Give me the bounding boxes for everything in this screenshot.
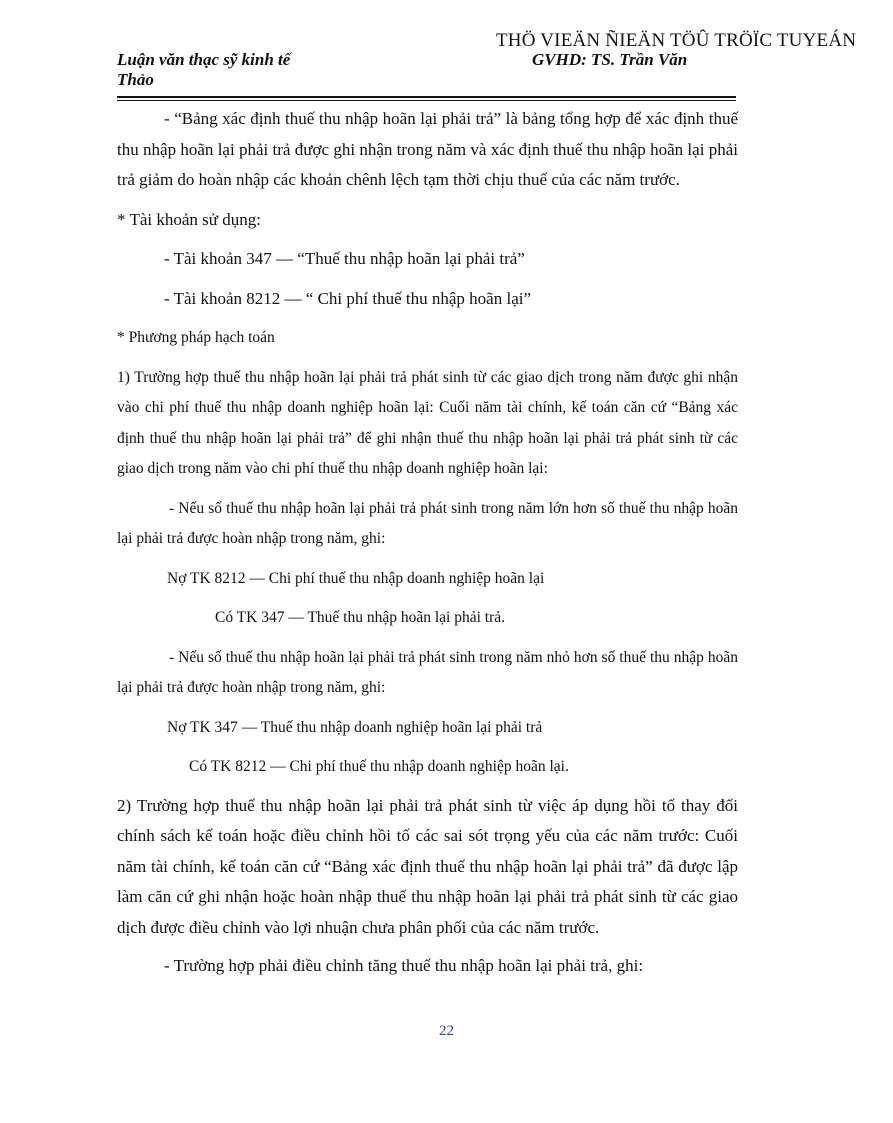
account-347: - Tài khoản 347 — “Thuế thu nhập hoãn lại phải trả” <box>164 249 525 268</box>
page-number: 22 <box>439 1023 454 1039</box>
entry-debit-347: Nợ TK 347 — Thuế thu nhập doanh nghiệp hoãn lại phải trả <box>167 718 543 736</box>
method-heading: * Phương pháp hạch toán <box>117 329 275 346</box>
watermark-text: THÖ VIEÄN ÑIEÄN TÖÛ TRÖÏC TUYEÁN <box>496 30 857 51</box>
entry-debit-8212: Nợ TK 8212 — Chi phí thuế thu nhập doanh nghiệp hoãn lại <box>167 569 545 587</box>
author-name: Thảo <box>117 70 154 89</box>
account-8212: - Tài khoản 8212 — “ Chi phí thuế thu nhập hoãn lại” <box>164 288 532 308</box>
header-rule-thin <box>117 100 736 101</box>
entry-credit-8212: Có TK 8212 — Chi phí thuế thu nhập doanh nghiệp hoãn lại. <box>189 758 569 775</box>
entry-credit-347: Có TK 347 — Thuế thu nhập hoãn lại phải trả. <box>215 609 506 626</box>
case-2a-paragraph: - Trường hợp phải điều chỉnh tăng thuế thu nhập hoãn lại phải trả, ghi: <box>164 956 644 975</box>
case-1b-paragraph: - Nếu số thuế thu nhập hoãn lại phải trả phát sinh trong năm nhỏ hơn số thuế thu nhập hoãn lại phải trả được hoàn nhập trong năm, ghi: <box>117 648 738 696</box>
case-1a-paragraph: - Nếu số thuế thu nhập hoãn lại phải trả phát sinh trong năm lớn hơn số thuế thu nhập hoãn lại phải trả được hoàn nhập trong năm, ghi: <box>117 499 738 547</box>
case-1-paragraph: 1) Trường hợp thuế thu nhập hoãn lại phải trả phát sinh từ các giao dịch trong năm được ghi nhận vào chi phí thuế thu nhập doanh nghiệp hoãn lại: Cuối năm tài chính, kế toán căn cứ “Bảng xác định thuế thu nhập hoãn lại phải trả” để ghi nhận thuế thu nhập hoãn lại phải trả phát sinh từ các giao dịch trong năm vào chi phí thuế thu nhập doanh nghiệp hoãn lại: <box>117 368 738 477</box>
case-2-paragraph: 2) Trường hợp thuế thu nhập hoãn lại phải trả phát sinh từ việc áp dụng hồi tố thay đổi chính sách kế toán hoặc điều chỉnh hồi tố các sai sót trọng yếu của các năm trước: Cuối năm tài chính, kế toán căn cứ “Bảng xác định thuế thu nhập hoãn lại phải trả” đã được lập làm căn cứ ghi nhận hoặc hoàn nhập thuế thu nhập hoãn lại phải trả phát sinh từ các giao dịch được điều chỉnh vào lợi nhuận chưa phân phối của các năm trước. <box>117 795 738 937</box>
supervisor-label: GVHD: TS. Trần Văn <box>532 50 688 69</box>
header-left <box>117 50 290 90</box>
page-body <box>117 104 738 982</box>
header-rule-thick <box>117 96 736 98</box>
thesis-title: Luận văn thạc sỹ kinh tế <box>117 50 291 69</box>
paragraph-intro: - “Bảng xác định thuế thu nhập hoãn lại phải trả” là bảng tổng hợp để xác định thuế thu nhập hoãn lại phải trả được ghi nhận trong năm và xác định thuế thu nhập hoãn lại phải trả giảm do hoàn nhập các khoản chênh lệch tạm thời chịu thuế của các năm trước. <box>117 109 738 189</box>
accounts-heading: * Tài khoản sử dụng: <box>117 209 261 229</box>
